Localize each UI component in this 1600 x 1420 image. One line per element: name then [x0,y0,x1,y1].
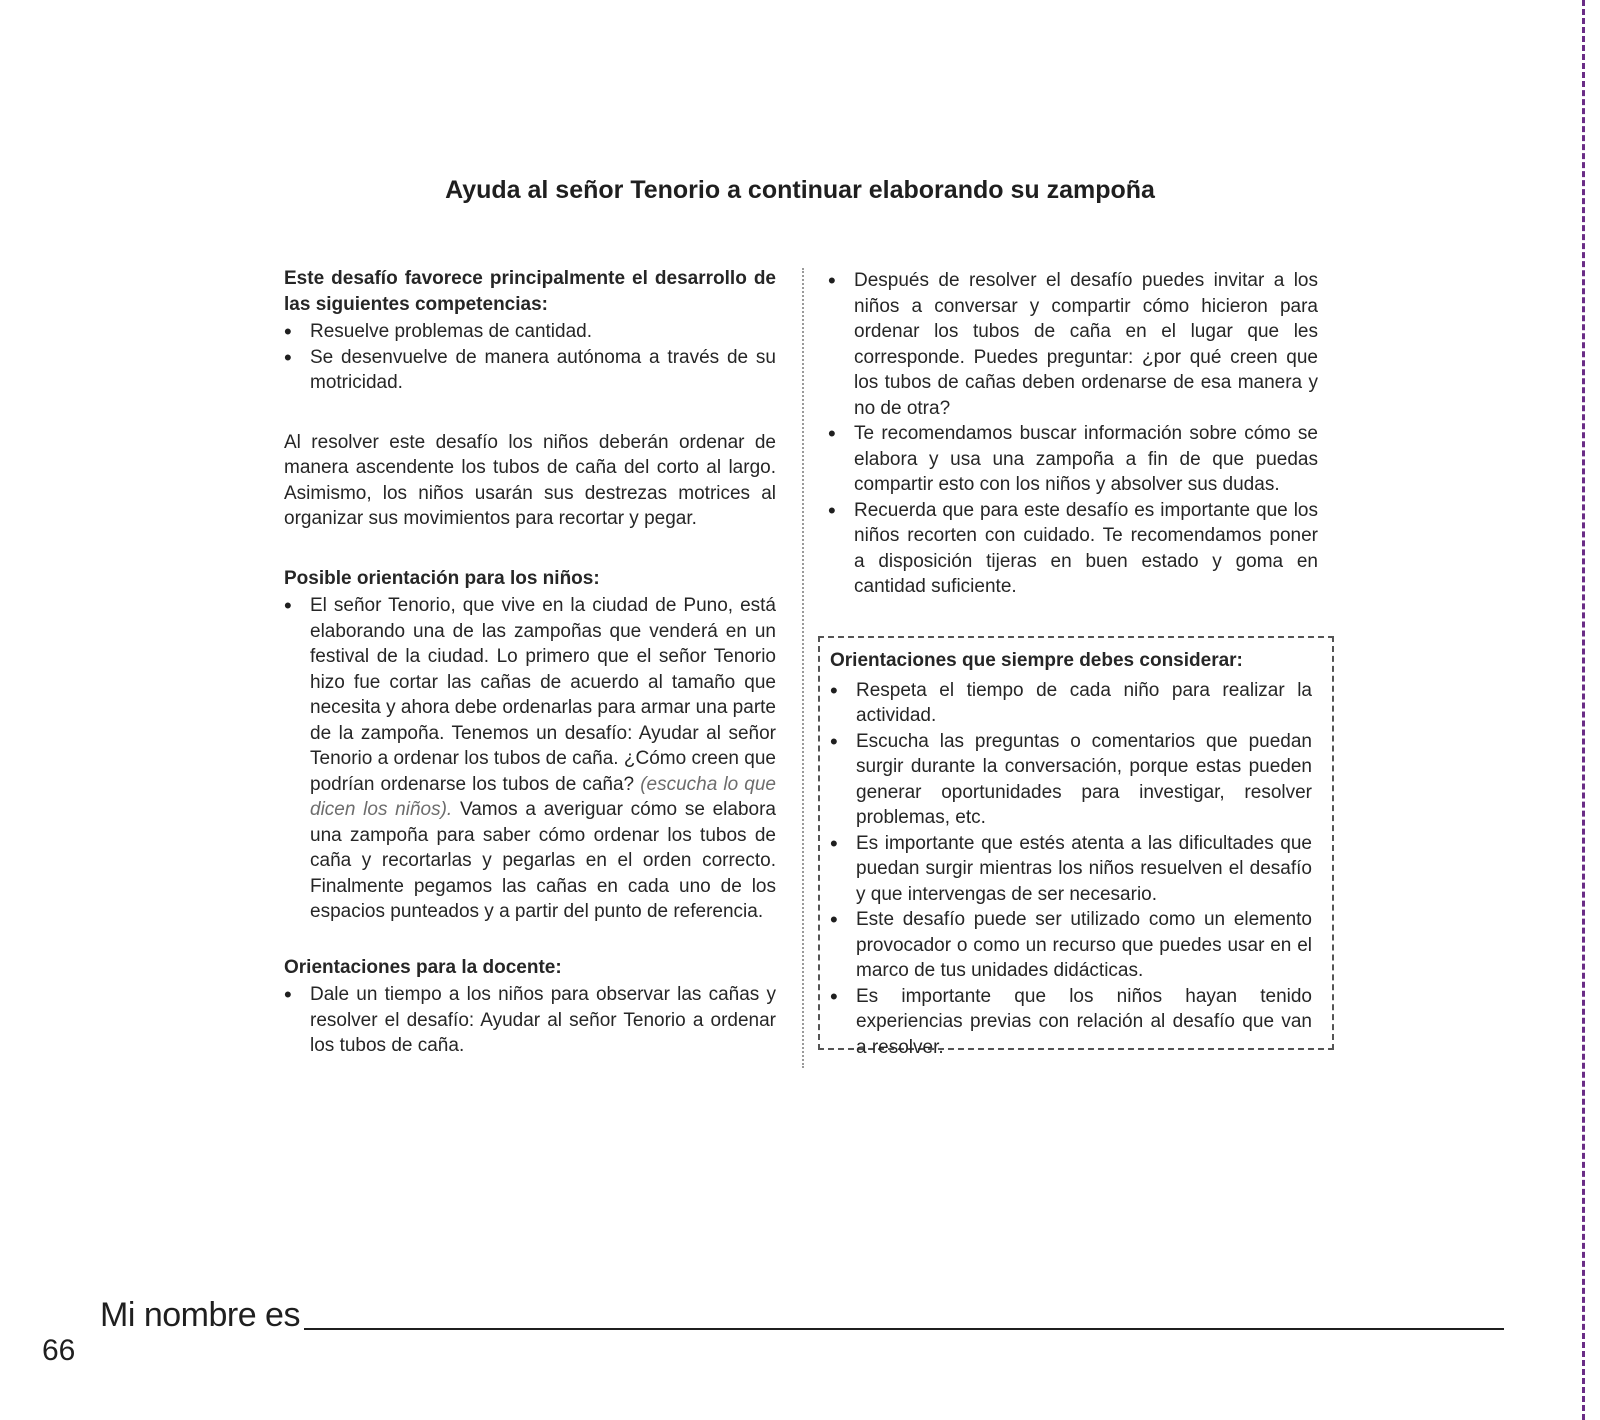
list-item: • Escucha las preguntas o comentarios que puedan surgir durante la conversación, porque estas pueden generar oportunidades para investigar, resolver problemas, etc. [830,729,1312,831]
box-list [830,678,1312,1061]
orientacion-aside: (escucha lo que dicen los niños). [310,773,776,820]
competencias-list [284,319,776,396]
list-item: • Es importante que los niños hayan tenido experiencias previas con relación al desafío que van a resolver. [830,984,1312,1061]
docente-list [284,982,776,1059]
name-label: Mi nombre es [100,1296,300,1334]
orientaciones-box [818,636,1334,1058]
orientacion-text-part1: El señor Tenorio, que vive en la ciudad de Puno, está elaborando una de las zampoñas que venderá en un festival de la ciudad. Lo primero que el señor Tenorio hizo fue cortar las cañas de acuerdo al tamaño que necesita y ahora debe ordenarlas para armar una parte de la zampoña. Tenemos un desafío: Ayudar al señor Tenorio a ordenar los tubos de caña. ¿Cómo creen que podrían ordenarse los tubos de caña? [310,595,776,795]
box-heading: Orientaciones que siempre debes considerar: [830,650,1243,671]
competencias-heading: Este desafío favorece principalmente el desarrollo de las siguientes competencias: [284,268,776,315]
page-number: 66 [42,1334,76,1367]
name-write-line[interactable] [304,1328,1504,1330]
list-item: • Es importante que estés atenta a las dificultades que puedan surgir mientras los niños resuelven el desafío y que intervengas de ser necesario. [830,831,1312,908]
page-title: Ayuda al señor Tenorio a continuar elaborando su zampoña [445,176,1155,204]
docente-heading: Orientaciones para la docente: [284,956,562,978]
list-item: • Dale un tiempo a los niños para observar las cañas y resolver el desafío: Ayudar al señor Tenorio a ordenar los tubos de caña. [284,982,776,1059]
left-column [284,266,776,1059]
list-item: • Después de resolver el desafío puedes invitar a los niños a conversar y compartir cómo hicieron para ordenar los tubos de caña en el lugar que les corresponde. Puedes preguntar: ¿por qué creen que los tubos de cañas deben ordenarse de esa manera y no de otra? [828,268,1318,421]
list-item: • Respeta el tiempo de cada niño para realizar la actividad. [830,678,1312,729]
cut-line-dashed [1582,0,1585,1420]
list-item: • Resuelve problemas de cantidad. [284,319,776,345]
list-item: • Se desenvuelve de manera autónoma a través de su motricidad. [284,345,776,396]
recommendations-list [828,268,1318,600]
list-item: • Recuerda que para este desafío es importante que los niños recorten con cuidado. Te recomendamos poner a disposición tijeras en buen estado y goma en cantidad suficiente. [828,498,1318,600]
list-item: • Te recomendamos buscar información sobre cómo se elabora y usa una zampoña a fin de que puedas compartir esto con los niños y absolver sus dudas. [828,421,1318,498]
right-column [828,266,1318,600]
list-item [284,593,776,925]
intro-paragraph: Al resolver este desafío los niños deberán ordenar de manera ascendente los tubos de caña del corto al largo. Asimismo, los niños usarán sus destrezas motrices al organizar sus movimientos para recortar y pegar. [284,431,776,529]
column-divider [802,268,804,1068]
orientacion-text-part2: Vamos a averiguar cómo se elabora una zampoña para saber cómo ordenar los tubos de caña y recortarlas y pegarlas en el orden correcto. Finalmente pegamos las cañas en cada uno de los espacios punteados y a partir del punto de referencia. [310,799,776,922]
orientacion-heading: Posible orientación para los niños: [284,567,600,589]
list-item: • Este desafío puede ser utilizado como un elemento provocador o como un recurso que puedes usar en el marco de tus unidades didácticas. [830,907,1312,984]
orientacion-list [284,593,776,925]
